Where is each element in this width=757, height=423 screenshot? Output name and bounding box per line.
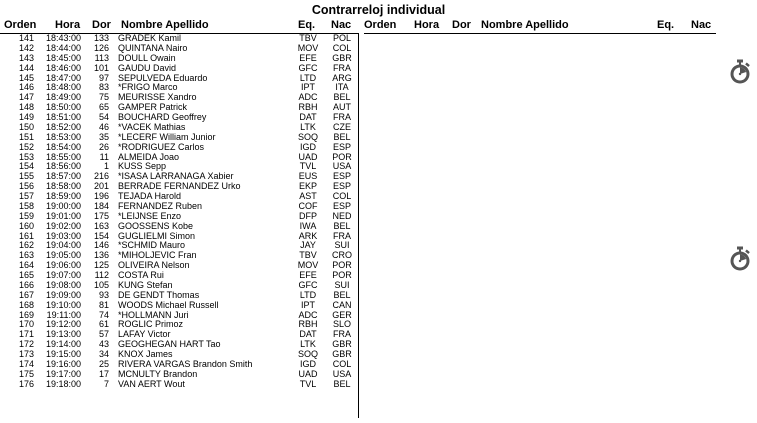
- header-eq: Eq.: [298, 19, 316, 31]
- cell-hora: 18:56:00: [45, 161, 81, 172]
- cell-dorsal: 163: [93, 220, 109, 231]
- cell-nombre: SEPULVEDA Eduardo: [118, 73, 208, 83]
- cell-orden: 141: [18, 33, 34, 43]
- cell-hora: 19:18:00: [45, 378, 81, 389]
- cell-dorsal: 146: [93, 240, 109, 251]
- cell-dorsal: 105: [93, 279, 109, 290]
- cell-equipo: ADC: [298, 309, 318, 320]
- cell-nombre: QUINTANA Nairo: [118, 43, 188, 53]
- cell-equipo: EFE: [299, 270, 317, 280]
- header-dor: Dor: [92, 19, 111, 31]
- cell-nombre: LAFAY Victor: [118, 330, 171, 340]
- cell-equipo: AST: [299, 191, 317, 201]
- cell-equipo: SOQ: [297, 131, 318, 142]
- cell-equipo: RBH: [298, 319, 318, 330]
- cell-nombre: *RODRIGUEZ Carlos: [118, 142, 205, 152]
- cell-orden: 174: [18, 358, 34, 369]
- cell-equipo: IGD: [299, 141, 316, 152]
- cell-equipo: COF: [298, 200, 318, 211]
- cell-orden: 151: [18, 131, 34, 142]
- cell-hora: 19:06:00: [45, 260, 81, 271]
- cell-equipo: IWA: [299, 220, 317, 231]
- cell-nacionalidad: SUI: [334, 240, 350, 251]
- stopwatch-icon: [728, 246, 752, 272]
- cell-hora: 19:05:00: [45, 250, 81, 261]
- cell-hora: 19:04:00: [45, 240, 81, 251]
- cell-equipo: SOQ: [297, 349, 318, 359]
- cell-hora: 18:55:00: [45, 151, 81, 162]
- cell-orden: 142: [18, 42, 34, 53]
- cell-nacionalidad: FRA: [333, 329, 351, 340]
- cell-orden: 149: [18, 112, 34, 122]
- cell-hora: 18:54:00: [45, 141, 81, 152]
- cell-hora: 18:47:00: [45, 72, 81, 83]
- cell-hora: 19:01:00: [45, 210, 81, 221]
- cell-equipo: EUS: [298, 171, 318, 182]
- cell-orden: 175: [18, 368, 34, 379]
- cell-nombre: GRADEK Kamil: [118, 34, 182, 43]
- cell-orden: 145: [18, 72, 34, 83]
- cell-dorsal: 184: [93, 200, 109, 211]
- stopwatch-icon: [728, 59, 752, 85]
- cell-nombre: BOUCHARD Geoffrey: [118, 113, 207, 122]
- cell-orden: 158: [18, 200, 34, 211]
- cell-dorsal: 133: [93, 33, 109, 43]
- cell-orden: 171: [18, 329, 34, 340]
- cell-orden: 144: [18, 62, 34, 73]
- cell-equipo: DAT: [299, 112, 317, 122]
- cell-orden: 146: [18, 82, 34, 93]
- header-hora-right: Hora: [414, 19, 440, 31]
- cell-nombre: GAMPER Patrick: [118, 103, 188, 113]
- table-row: [0, 380, 358, 390]
- cell-dorsal: 1: [103, 161, 109, 172]
- cell-orden: 143: [18, 52, 34, 63]
- cell-dorsal: 25: [98, 358, 109, 369]
- cell-hora: 18:52:00: [45, 121, 81, 132]
- cell-equipo: GFC: [298, 62, 318, 73]
- cell-orden: 160: [18, 220, 34, 231]
- cell-hora: 19:14:00: [45, 339, 81, 350]
- cell-nombre: *MIHOLJEVIĆ Fran: [118, 251, 197, 261]
- cell-nacionalidad: CZE: [333, 121, 351, 132]
- cell-hora: 19:03:00: [45, 230, 81, 241]
- cell-orden: 152: [18, 141, 34, 152]
- header-eq-right: Eq.: [657, 19, 675, 31]
- header-nac: Nac: [331, 19, 352, 31]
- cell-equipo: LTK: [300, 121, 316, 132]
- cell-orden: 159: [18, 210, 34, 221]
- header-dor-right: Dor: [452, 19, 471, 31]
- cell-nacionalidad: SUI: [334, 279, 350, 290]
- cell-nombre: MCNULTY Brandon: [118, 369, 198, 379]
- cell-nacionalidad: FRA: [333, 230, 351, 241]
- cell-dorsal: 93: [98, 289, 109, 300]
- cell-nombre: ALMEIDA Joao: [118, 152, 180, 162]
- cell-nombre: GOOSSENS Kobe: [118, 221, 194, 231]
- cell-equipo: TBV: [299, 250, 317, 261]
- cell-nombre: *LEIJNSE Enzo: [118, 211, 182, 221]
- header-nac-right: Nac: [691, 19, 712, 31]
- header-nombre: Nombre Apellido: [121, 19, 209, 31]
- cell-dorsal: 17: [98, 368, 109, 379]
- cell-orden: 173: [18, 349, 34, 359]
- cell-dorsal: 34: [98, 349, 109, 359]
- cell-nacionalidad: CAN: [332, 299, 352, 310]
- cell-equipo: IPT: [300, 299, 315, 310]
- cell-equipo: UAD: [298, 151, 318, 162]
- cell-hora: 19:02:00: [45, 220, 81, 231]
- cell-orden: 155: [18, 171, 34, 182]
- cell-nombre: TEJADA Harold: [118, 192, 182, 201]
- cell-nacionalidad: POR: [332, 151, 352, 162]
- cell-nombre: *HOLLMANN Juri: [118, 310, 189, 320]
- cell-dorsal: 54: [98, 112, 109, 122]
- cell-orden: 169: [18, 309, 34, 320]
- cell-hora: 19:09:00: [45, 289, 81, 300]
- cell-nombre: *SCHMID Mauro: [118, 241, 186, 251]
- cell-dorsal: 113: [94, 52, 109, 63]
- cell-dorsal: 112: [94, 270, 109, 280]
- cell-dorsal: 46: [98, 121, 109, 132]
- cell-dorsal: 101: [93, 62, 109, 73]
- cell-equipo: TBV: [299, 33, 317, 43]
- cell-equipo: EKP: [298, 181, 317, 192]
- cell-nacionalidad: FRA: [333, 62, 351, 73]
- cell-equipo: MOV: [297, 42, 319, 53]
- cell-nacionalidad: ESP: [332, 171, 351, 182]
- cell-hora: 18:59:00: [45, 191, 81, 201]
- cell-nacionalidad: BEL: [333, 378, 351, 389]
- cell-dorsal: 201: [93, 181, 109, 192]
- cell-equipo: DAT: [299, 329, 317, 340]
- cell-dorsal: 35: [98, 131, 109, 142]
- cell-nombre: FERNANDEZ Ruben: [118, 201, 203, 211]
- cell-nacionalidad: USA: [332, 368, 352, 379]
- cell-nacionalidad: BEL: [333, 289, 351, 300]
- cell-nacionalidad: ESP: [332, 181, 351, 192]
- cell-equipo: IPT: [300, 82, 315, 93]
- cell-orden: 157: [18, 191, 34, 201]
- cell-orden: 156: [18, 181, 34, 192]
- cell-equipo: EFE: [299, 52, 317, 63]
- cell-nombre: RIVERA VARGAS Brandon Smith: [118, 359, 253, 369]
- cell-equipo: IGD: [299, 358, 316, 369]
- cell-nombre: GUGLIELMI Simon: [118, 231, 196, 241]
- cell-orden: 162: [18, 240, 34, 251]
- cell-hora: 19:11:00: [46, 309, 81, 320]
- cell-dorsal: 83: [98, 82, 109, 93]
- cell-equipo: JAY: [300, 240, 316, 251]
- cell-hora: 19:12:00: [45, 319, 81, 330]
- cell-equipo: GFC: [298, 279, 318, 290]
- cell-equipo: ADC: [298, 92, 318, 103]
- cell-nombre: DOULL Owain: [118, 53, 176, 63]
- header-nombre-right: Nombre Apellido: [481, 19, 569, 31]
- cell-nacionalidad: COL: [332, 42, 352, 53]
- cell-orden: 168: [18, 299, 34, 310]
- cell-dorsal: 175: [93, 210, 109, 221]
- cell-nombre: DE GENDT Thomas: [118, 290, 200, 300]
- cell-nombre: *ISASA LARRANAGA Xabier: [118, 172, 234, 182]
- cell-dorsal: 125: [93, 260, 109, 271]
- cell-hora: 18:48:00: [45, 82, 81, 93]
- column-divider: [358, 33, 359, 418]
- cell-orden: 176: [18, 378, 34, 389]
- cell-dorsal: 57: [98, 329, 109, 340]
- cell-hora: 19:16:00: [45, 358, 81, 369]
- cell-nacionalidad: AUT: [333, 102, 351, 113]
- cell-nombre: GAUDU David: [118, 63, 177, 73]
- cell-nombre: BERRADE FERNANDEZ Urko: [118, 182, 241, 192]
- cell-nacionalidad: POR: [332, 270, 352, 280]
- cell-nacionalidad: COL: [332, 358, 352, 369]
- cell-hora: 18:51:00: [45, 112, 81, 122]
- cell-dorsal: 11: [99, 151, 109, 162]
- cell-orden: 163: [18, 250, 34, 261]
- cell-orden: 172: [18, 339, 34, 350]
- cell-orden: 153: [18, 151, 34, 162]
- cell-nacionalidad: USA: [332, 161, 352, 172]
- cell-orden: 167: [18, 289, 34, 300]
- cell-orden: 170: [18, 319, 34, 330]
- cell-hora: 19:08:00: [45, 279, 81, 290]
- cell-equipo: LTD: [299, 289, 317, 300]
- cell-nacionalidad: FRA: [333, 112, 351, 122]
- cell-equipo: MOV: [297, 260, 319, 271]
- cell-orden: 164: [18, 260, 34, 271]
- cell-hora: 18:46:00: [45, 62, 81, 73]
- cell-nacionalidad: ESP: [332, 200, 351, 211]
- cell-dorsal: 216: [93, 171, 109, 182]
- cell-dorsal: 65: [98, 102, 109, 113]
- cell-hora: 18:45:00: [45, 52, 81, 63]
- cell-nombre: GEOGHEGAN HART Tao: [118, 340, 221, 350]
- cell-nombre: KNOX James: [118, 350, 173, 359]
- cell-nacionalidad: SLO: [332, 319, 351, 330]
- cell-hora: 18:44:00: [45, 42, 81, 53]
- cell-orden: 165: [18, 270, 34, 280]
- cell-hora: 19:15:00: [45, 349, 81, 359]
- cell-nacionalidad: ESP: [332, 141, 351, 152]
- cell-hora: 18:58:00: [45, 181, 81, 192]
- cell-nacionalidad: BEL: [333, 92, 351, 103]
- cell-dorsal: 7: [103, 378, 109, 389]
- cell-nombre: ROGLIC Primoz: [118, 320, 184, 330]
- cell-nombre: KUSS Sepp: [118, 162, 167, 172]
- page-title: Contrarreloj individual: [311, 3, 446, 17]
- cell-hora: 19:00:00: [45, 200, 81, 211]
- cell-nombre: *LECERF William Junior: [118, 132, 216, 142]
- cell-orden: 166: [18, 279, 34, 290]
- cell-nacionalidad: CRO: [332, 250, 352, 261]
- cell-hora: 18:57:00: [45, 171, 81, 182]
- cell-equipo: LTD: [299, 72, 317, 83]
- cell-hora: 19:17:00: [45, 368, 81, 379]
- cell-dorsal: 97: [98, 72, 109, 83]
- cell-dorsal: 126: [93, 42, 109, 53]
- start-order-table: [0, 34, 358, 390]
- cell-nacionalidad: POL: [332, 33, 351, 43]
- cell-nombre: *VACEK Mathias: [118, 122, 186, 132]
- cell-orden: 147: [18, 92, 34, 103]
- cell-equipo: TVL: [299, 161, 317, 172]
- cell-hora: 19:10:00: [45, 299, 81, 310]
- cell-equipo: UAD: [298, 368, 318, 379]
- cell-nombre: *FRIGO Marco: [118, 83, 178, 93]
- cell-nombre: MEURISSE Xandro: [118, 93, 197, 103]
- header-orden-right: Orden: [364, 19, 397, 31]
- header-divider-right: [364, 33, 716, 34]
- cell-nacionalidad: GBR: [332, 339, 352, 350]
- cell-dorsal: 154: [93, 230, 109, 241]
- cell-nacionalidad: POR: [332, 260, 352, 271]
- cell-hora: 19:07:00: [45, 270, 81, 280]
- cell-nombre: COSTA Rui: [118, 271, 164, 280]
- header-hora: Hora: [55, 19, 81, 31]
- cell-nombre: OLIVEIRA Nelson: [118, 261, 190, 271]
- cell-dorsal: 74: [98, 309, 109, 320]
- cell-hora: 19:13:00: [45, 329, 81, 340]
- cell-dorsal: 196: [93, 191, 109, 201]
- cell-nacionalidad: GBR: [332, 52, 352, 63]
- cell-nacionalidad: GER: [332, 309, 352, 320]
- cell-hora: 18:53:00: [45, 131, 81, 142]
- cell-orden: 150: [18, 121, 34, 132]
- cell-equipo: DFP: [299, 210, 317, 221]
- cell-dorsal: 26: [98, 141, 109, 152]
- header-orden: Orden: [4, 19, 37, 31]
- cell-nombre: KUNG Stefan: [118, 280, 173, 290]
- cell-equipo: RBH: [298, 102, 318, 113]
- cell-nacionalidad: BEL: [333, 131, 351, 142]
- cell-nacionalidad: BEL: [333, 220, 351, 231]
- cell-hora: 18:50:00: [45, 102, 81, 113]
- cell-orden: 148: [18, 102, 34, 113]
- cell-orden: 154: [18, 161, 34, 172]
- cell-nacionalidad: COL: [332, 191, 352, 201]
- cell-equipo: TVL: [299, 378, 317, 389]
- cell-equipo: ARK: [298, 230, 318, 241]
- cell-nacionalidad: NED: [332, 210, 352, 221]
- cell-nacionalidad: GBR: [332, 349, 352, 359]
- cell-nacionalidad: ARG: [332, 72, 352, 83]
- cell-dorsal: 136: [93, 250, 109, 261]
- cell-hora: 18:49:00: [45, 92, 81, 103]
- cell-dorsal: 43: [98, 339, 109, 350]
- cell-equipo: LTK: [300, 339, 316, 350]
- cell-hora: 18:43:00: [45, 33, 81, 43]
- cell-orden: 161: [18, 230, 34, 241]
- cell-nacionalidad: ITA: [335, 82, 349, 93]
- cell-nombre: VAN AERT Wout: [118, 379, 185, 389]
- cell-dorsal: 61: [98, 319, 109, 330]
- cell-nombre: WOODS Michael Russell: [118, 300, 219, 310]
- cell-dorsal: 81: [98, 299, 109, 310]
- cell-dorsal: 75: [98, 92, 109, 103]
